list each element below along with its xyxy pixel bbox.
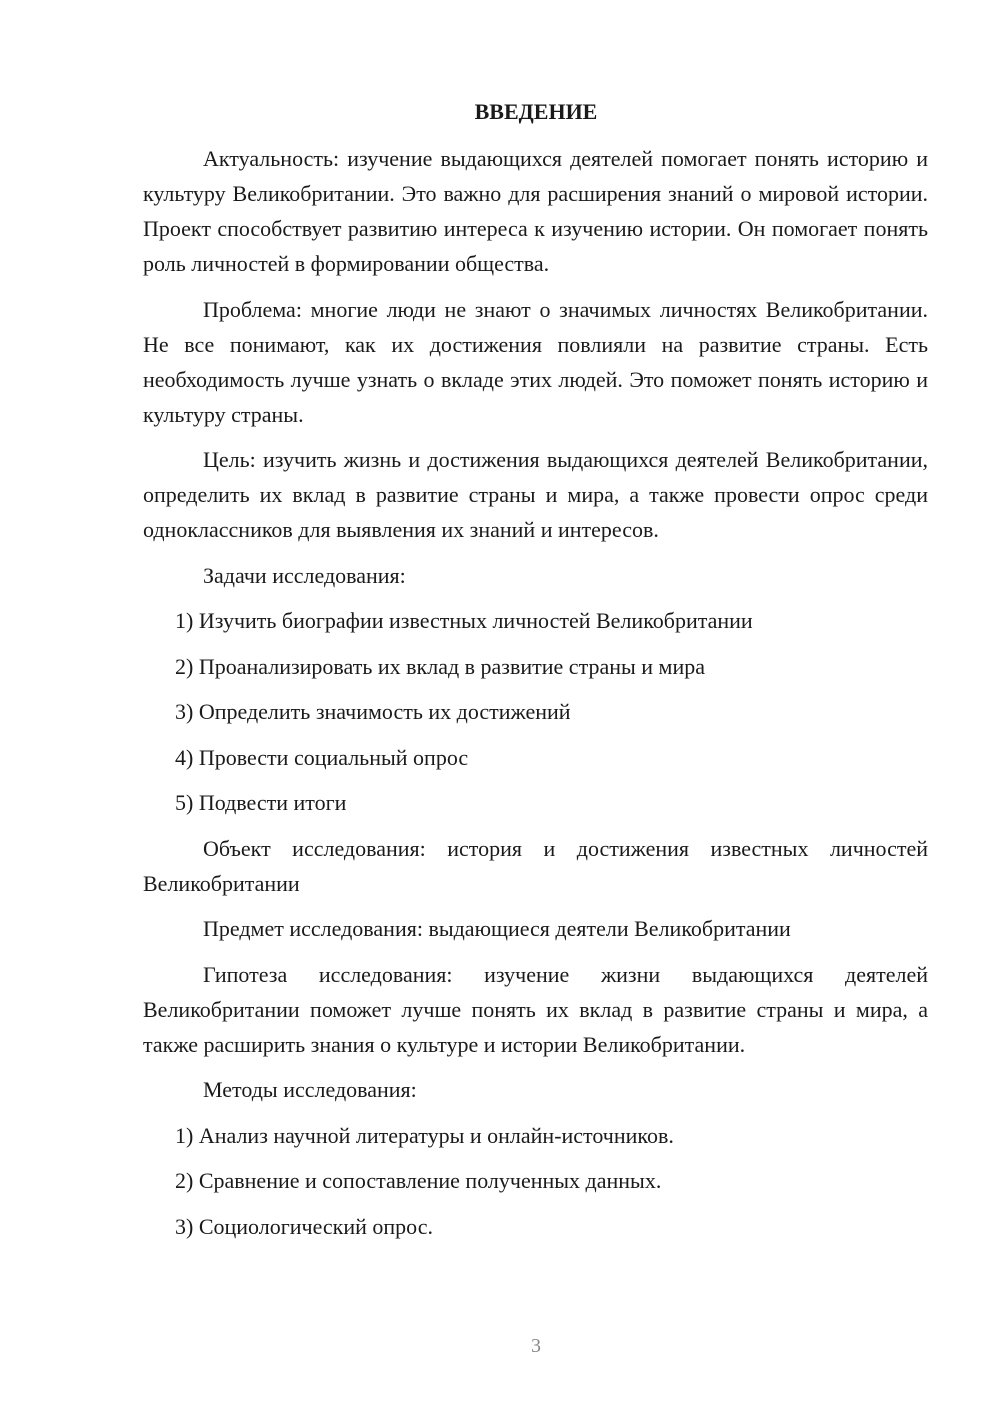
list-item: 3) Социологический опрос. [175,1213,433,1239]
list-item: 2) Проанализировать их вклад в развитие страны и мира [175,653,706,679]
paragraph-object: Объект исследования: история и достижения известных личностей Великобритании [143,835,928,896]
tasks-list [143,603,928,820]
list-item: 4) Провести социальный опрос [175,744,469,770]
list-item: 1) Изучить биографии известных личностей Великобритании [175,608,753,633]
paragraph-problem: Проблема: многие люди не знают о значимых личностях Великобритании. Не все понимают, как их достижения повлияли на развитие страны. Есть необходимость лучше узнать о вкладе этих людей. Это поможет понять историю и культуру страны. [143,296,928,427]
list-item: 1) Анализ научной литературы и онлайн-источников. [175,1122,674,1148]
list-item: 2) Сравнение и сопоставление полученных данных. [175,1168,662,1193]
tasks-title: Задачи исследования: [203,562,406,588]
list-item: 3) Определить значимость их достижений [175,699,571,724]
paragraph-relevance: Актуальность: изучение выдающихся деятелей помогает понять историю и культуру Великобритании. Это важно для расширения знаний о мировой истории. Проект способствует развитию интереса к изучению истории. Он помогает понять роль личностей в формировании общества. [143,146,928,276]
document-body [143,141,928,1254]
paragraph-hypothesis: Гипотеза исследования: изучение жизни выдающихся деятелей Великобритании поможет лучше понять их вклад в развитие страны и мира, а также расширить знания о культуре и истории Великобритании. [143,961,928,1057]
methods-list [143,1118,928,1244]
methods-title: Методы исследования: [203,1077,417,1102]
list-item: 5) Подвести итоги [175,790,347,815]
page-number: 3 [531,1335,541,1357]
paragraph-goal: Цель: изучить жизнь и достижения выдающихся деятелей Великобритании, определить их вклад в развитие страны и мира, а также провести опрос среди одноклассников для выявления их знаний и интересов. [143,447,928,542]
paragraph-subject: Предмет исследования: выдающиеся деятели Великобритании [203,916,791,941]
section-heading: ВВЕДЕНИЕ [474,99,598,124]
